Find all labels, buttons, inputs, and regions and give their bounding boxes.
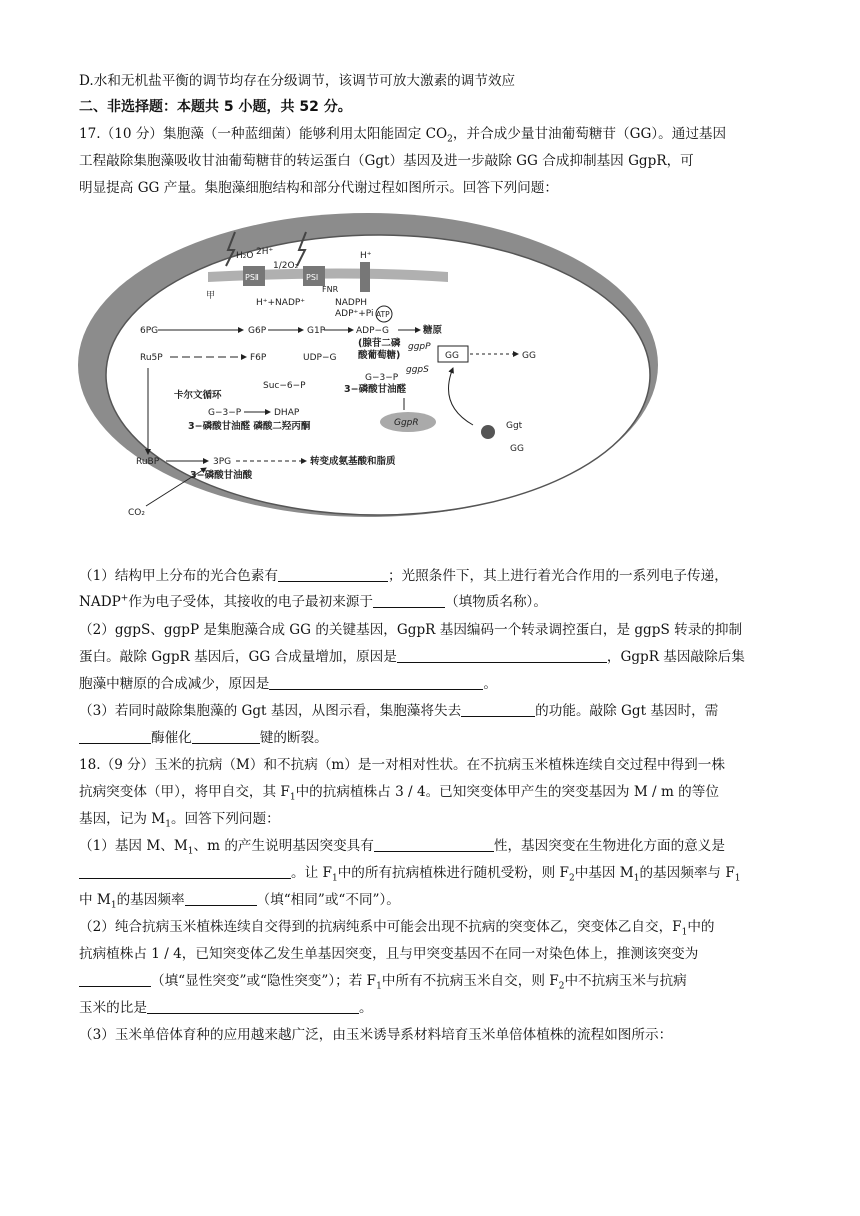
d-ggpr: GgpR bbox=[394, 418, 419, 428]
q18-1b2: 中的所有抗病植株进行随机受粉，则 F bbox=[337, 865, 569, 881]
q18-2-line3 bbox=[79, 972, 687, 990]
d-g3p-lbl: 3−磷酸甘油醛 bbox=[344, 384, 407, 395]
d-psi: PSⅠ bbox=[306, 273, 319, 282]
d-g3p-a: G−3−P bbox=[365, 373, 399, 383]
q18-1a: （1）基因 M、M bbox=[79, 838, 188, 854]
q17-1b: NADP bbox=[79, 594, 121, 610]
d-atp: ATP bbox=[376, 310, 390, 319]
q17-1-line1 bbox=[79, 567, 728, 585]
d-jia: 甲 bbox=[206, 291, 216, 301]
d-ru5p: Ru5P bbox=[140, 353, 163, 363]
cell-diagram bbox=[78, 210, 678, 530]
d-6pg: 6PG bbox=[140, 326, 159, 336]
q17-2-line3 bbox=[79, 675, 497, 693]
d-nadph: NADPH bbox=[335, 298, 368, 308]
answer-blank[interactable] bbox=[147, 999, 359, 1014]
q17-3b1: 酶催化 bbox=[151, 730, 192, 746]
q17-3-line2 bbox=[79, 729, 328, 747]
q18-intro-3 bbox=[79, 810, 280, 828]
answer-blank[interactable] bbox=[79, 729, 151, 744]
d-hplus: H⁺ bbox=[360, 251, 372, 261]
d-ggps: ggpS bbox=[406, 365, 429, 375]
sup-plus: + bbox=[120, 593, 129, 604]
answer-blank[interactable] bbox=[79, 972, 151, 987]
sub-1: 1 bbox=[331, 873, 338, 884]
sub-1: 1 bbox=[681, 927, 688, 938]
q17-2b2: ，GgpR 基因敲除后集 bbox=[606, 649, 745, 665]
answer-blank[interactable] bbox=[192, 729, 260, 744]
q18-2c2: 中所有不抗病玉米自交，则 F bbox=[381, 973, 559, 989]
sub-2: 2 bbox=[568, 873, 575, 884]
q18-b: 抗病突变体（甲），将甲自交，其 F bbox=[79, 784, 290, 800]
sub-1: 1 bbox=[165, 819, 171, 830]
q18-1b4: 的基因频率与 F bbox=[639, 865, 735, 881]
q18-c: 基因，记为 M bbox=[79, 811, 166, 827]
d-adp-pi: ADP⁺+Pi bbox=[335, 309, 374, 319]
answer-blank[interactable] bbox=[79, 864, 291, 879]
d-calvin: 卡尔文循环 bbox=[174, 390, 222, 401]
sub-2: 2 bbox=[447, 134, 453, 145]
d-halfo2: 1/2O₂ bbox=[273, 261, 299, 271]
q18-1c3: （填“相同”或“不同”）。 bbox=[256, 892, 400, 908]
q18-c2: 。回答下列问题： bbox=[170, 811, 280, 827]
answer-blank[interactable] bbox=[374, 837, 494, 852]
d-h2o: H₂O bbox=[236, 251, 254, 261]
q17-intro-2: 工程敲除集胞藻吸收甘油葡萄糖苷的转运蛋白（Ggt）基因及进一步敲除 GG 合成抑制基因 GgpR，可 bbox=[79, 153, 694, 169]
d-ggpp: ggpP bbox=[408, 342, 431, 352]
d-gg-ggt: GG bbox=[510, 444, 524, 454]
d-psii: PSⅡ bbox=[245, 273, 259, 282]
q18-intro-1: 18.（9 分）玉米的抗病（M）和不抗病（m）是一对相对性状。在不抗病玉米植株连续自交过程中得到一株 bbox=[79, 757, 725, 773]
q17-1a: （1）结构甲上分布的光合色素有 bbox=[79, 568, 278, 584]
q17-2b: 蛋白。敲除 GgpR 基因后，GG 合成量增加，原因是 bbox=[79, 649, 397, 665]
q18-1-line1 bbox=[79, 837, 725, 855]
answer-blank[interactable] bbox=[269, 675, 483, 690]
q18-1a2: 、m 的产生说明基因突变具有 bbox=[193, 838, 374, 854]
d-gg-out: GG bbox=[522, 351, 536, 361]
q17-intro-1 bbox=[79, 125, 726, 143]
q17-3b2: 键的断裂。 bbox=[259, 730, 328, 746]
d-dhap: DHAP bbox=[274, 408, 300, 418]
ggt-transporter bbox=[481, 425, 495, 439]
sub-1: 1 bbox=[289, 792, 296, 803]
d-3pg: 3PG bbox=[213, 457, 232, 467]
d-adpg: ADP−G bbox=[356, 326, 390, 336]
d-f6p: F6P bbox=[250, 353, 267, 363]
q18-2-line2: 抗病植株占 1 / 4，已知突变体乙发生单基因突变，且与甲突变基因不在同一对染色体上，推测该突变为 bbox=[79, 946, 699, 962]
q18-1c: 中 M bbox=[79, 892, 111, 908]
q17-a2: ，并合成少量甘油葡萄糖苷（GG）。通过基因 bbox=[452, 126, 727, 142]
d-udpg: UDP−G bbox=[303, 353, 337, 363]
q17-3a: （3）若同时敲除集胞藻的 Ggt 基因，从图示看，集胞藻将失去 bbox=[79, 703, 462, 719]
d-2h: 2H⁺ bbox=[256, 247, 274, 257]
q18-2d: 玉米的比是 bbox=[79, 1000, 147, 1016]
section-title: 二、非选择题：本题共 5 小题，共 52 分。 bbox=[79, 99, 352, 115]
answer-blank[interactable] bbox=[185, 891, 257, 906]
d-g3p-b: G−3−P bbox=[208, 408, 242, 418]
q18-2-line1 bbox=[79, 918, 715, 936]
q18-2c3: 中不抗病玉米与抗病 bbox=[564, 973, 687, 989]
q17-2c2: 。 bbox=[483, 676, 497, 692]
d-g1p: G1P bbox=[307, 326, 326, 336]
q18-2a: （2）纯合抗病玉米植株连续自交得到的抗病纯系中可能会出现不抗病的突变体乙，突变体乙自交，F bbox=[79, 919, 682, 935]
d-xiantang2: 酸葡萄糖) bbox=[358, 350, 401, 361]
option-d: D.水和无机盐平衡的调节均存在分级调节，该调节可放大激素的调节效应 bbox=[79, 73, 516, 89]
q17-2-line2 bbox=[79, 648, 745, 666]
q18-1b3: 中基因 M bbox=[574, 865, 634, 881]
atp-synthase bbox=[360, 262, 370, 292]
q18-intro-2 bbox=[79, 783, 719, 801]
answer-blank[interactable] bbox=[397, 648, 607, 663]
q17-a: 17.（10 分）集胞藻（一种蓝细菌）能够利用太阳能固定 CO bbox=[79, 126, 448, 142]
q17-intro-3: 明显提高 GG 产量。集胞藻细胞结构和部分代谢过程如图所示。回答下列问题： bbox=[79, 180, 558, 196]
answer-blank[interactable] bbox=[461, 702, 535, 717]
d-tangyuan: 糖原 bbox=[423, 325, 443, 336]
d-co2: CO₂ bbox=[128, 508, 145, 518]
q18-1-line2 bbox=[79, 864, 741, 882]
q17-2c: 胞藻中糖原的合成减少，原因是 bbox=[79, 676, 270, 692]
d-gg-box: GG bbox=[445, 351, 459, 361]
q17-3-line1 bbox=[79, 702, 718, 720]
q18-1-line3 bbox=[79, 891, 400, 909]
d-xiantang1: (腺苷二磷 bbox=[358, 338, 401, 349]
q17-1a2: ；光照条件下，其上进行着光合作用的一系列电子传递， bbox=[387, 568, 728, 584]
sub-1: 1 bbox=[376, 981, 382, 992]
q18-2a2: 中的 bbox=[687, 919, 715, 935]
q18-2c: （填“显性突变”或“隐性突变”）；若 F bbox=[151, 973, 377, 989]
d-3pg-lbl: 3−磷酸甘油酸 bbox=[190, 470, 253, 481]
q18-3-line1: （3）玉米单倍体育种的应用越来越广泛，由玉米诱导系材料培育玉米单倍体植株的流程如图所示： bbox=[79, 1027, 673, 1043]
d-ggt: Ggt bbox=[506, 421, 523, 431]
q18-2d2: 。 bbox=[358, 1000, 373, 1016]
d-nadp-r: H⁺+NADP⁺ bbox=[256, 298, 306, 308]
answer-blank[interactable] bbox=[278, 567, 388, 582]
q18-1c2: 的基因频率 bbox=[116, 892, 185, 908]
q17-1b3: （填物质名称）。 bbox=[445, 594, 547, 610]
sub-1: 1 bbox=[187, 846, 194, 857]
q17-3a2: 的功能。敲除 Ggt 基因时，需 bbox=[535, 703, 719, 719]
d-rubp: RuBP bbox=[136, 457, 160, 467]
sub-1: 1 bbox=[633, 873, 640, 884]
sub-1: 1 bbox=[734, 873, 741, 884]
d-g3p-dhap: 3−磷酸甘油醛 磷酸二羟丙酮 bbox=[188, 421, 311, 432]
q18-1a3: 性，基因突变在生物进化方面的意义是 bbox=[493, 838, 725, 854]
q18-1b: 。让 F bbox=[291, 865, 332, 881]
d-fnr: FNR bbox=[322, 285, 339, 294]
d-convert: 转变成氨基酸和脂质 bbox=[310, 456, 396, 467]
answer-blank[interactable] bbox=[373, 593, 445, 608]
d-suc6p: Suc−6−P bbox=[263, 381, 306, 391]
q17-2-line1: （2）ggpS、ggpP 是集胞藻合成 GG 的关键基因，GgpR 基因编码一个转录调控蛋白，是 ggpS 转录的抑制 bbox=[79, 622, 743, 638]
q18-2-line4 bbox=[79, 999, 373, 1017]
sub-1: 1 bbox=[110, 900, 117, 911]
sub-2: 2 bbox=[558, 981, 565, 992]
q18-b2: 中的抗病植株占 3 / 4。已知突变体甲产生的突变基因为 M / m 的等位 bbox=[295, 784, 719, 800]
q17-1-line2 bbox=[79, 593, 547, 611]
d-g6p: G6P bbox=[248, 326, 267, 336]
q17-1b2: 作为电子受体，其接收的电子最初来源于 bbox=[128, 594, 373, 610]
